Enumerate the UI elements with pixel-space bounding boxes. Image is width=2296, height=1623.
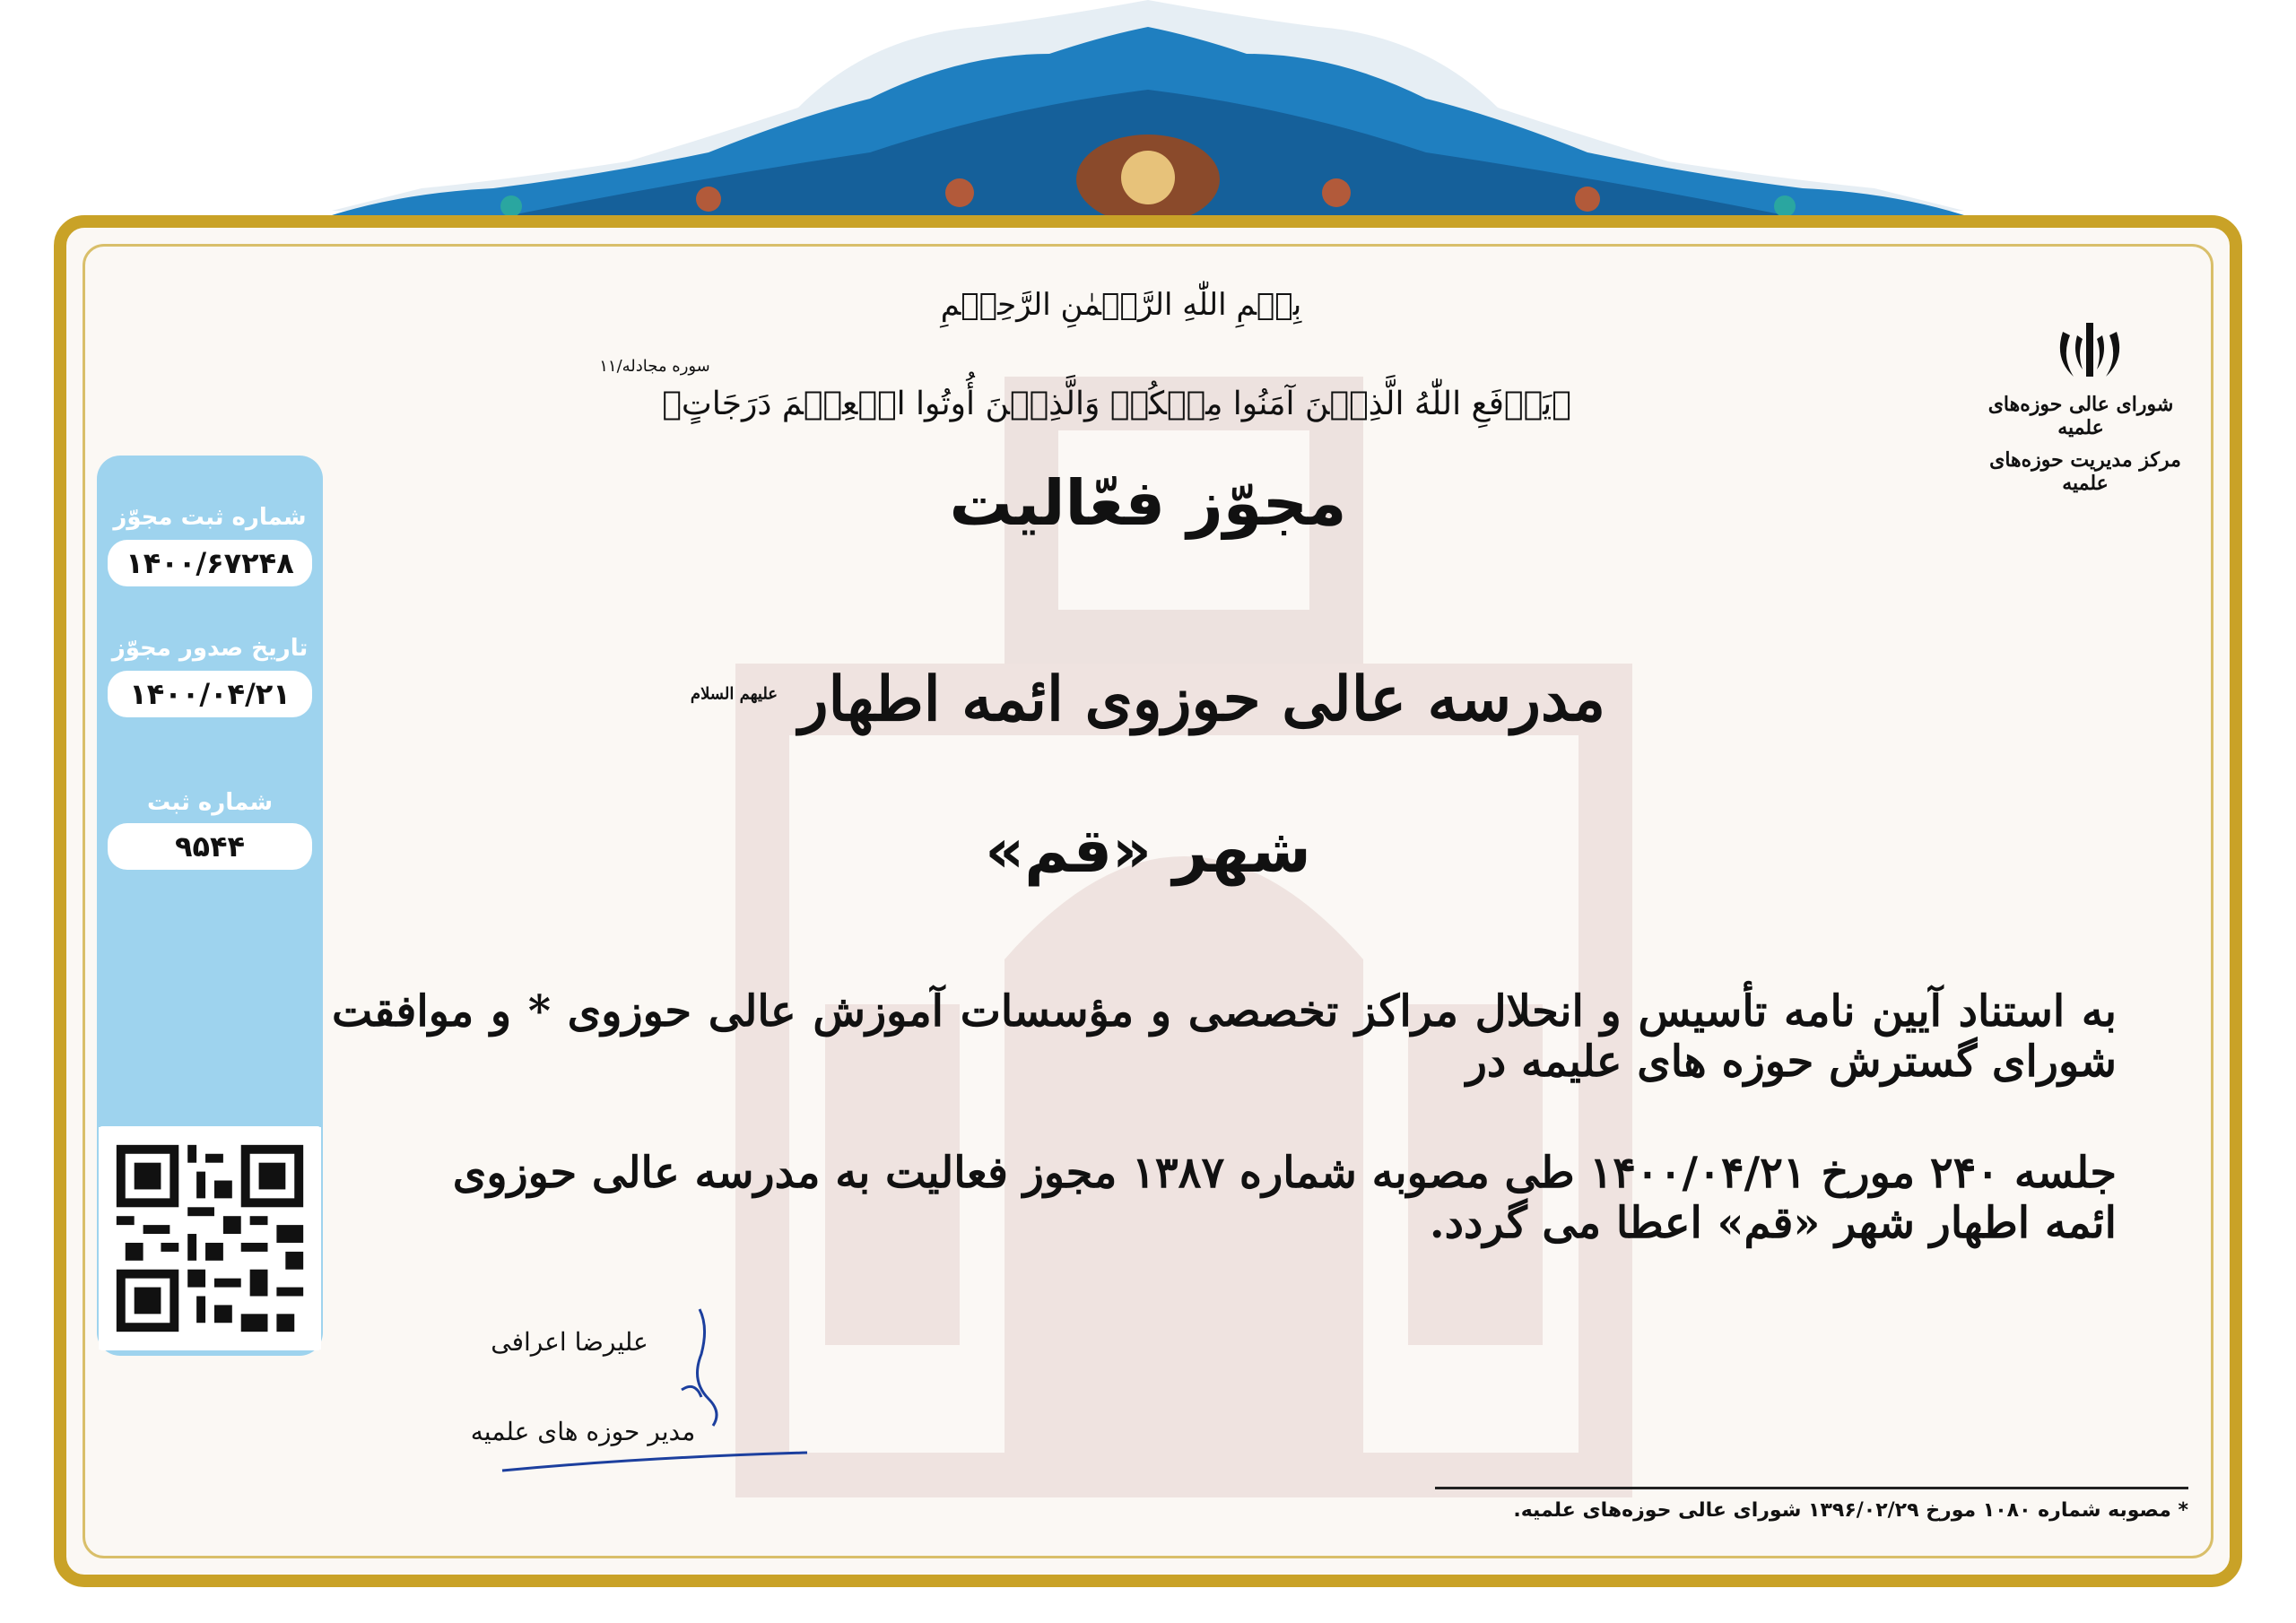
license-number-label: شماره ثبت مجوّز (113, 504, 307, 531)
footnote-divider (1435, 1487, 2188, 1489)
bismillah-text: بِسۡمِ اللّٰهِ الرَّحۡمٰنِ الرَّحِیۡمِ (940, 287, 1302, 323)
signatory-title: مدیر حوزه های علمیه (470, 1417, 696, 1446)
organization-line-2: مرکز مدیریت حوزه‌های علمیه (1989, 448, 2181, 495)
body-line-1: به استناد آیین نامه تأسیس و انحلال مراکز تخصصی و مؤسسات آموزش عالی حوزوی * و موافقت شورای گسترش حوزه های علیمه در (332, 986, 2117, 1087)
footnote: * مصوبه شماره ۱۰۸۰ مورخ ۱۳۹۶/۰۲/۲۹ شورای عالی حوزه‌های علمیه. (1513, 1499, 2188, 1522)
registration-label: شماره ثبت (146, 789, 274, 816)
registration-value: ۹۵۴۴ (108, 823, 312, 870)
school-name-text: مدرسه عالی حوزوی ائمه اطهار (798, 664, 1606, 735)
issue-date-label: تاریخ صدور مجوّز (111, 635, 309, 662)
organization-line-1: شورای عالی حوزه‌های علمیه (1987, 393, 2174, 439)
top-ornament (332, 0, 1964, 224)
qr-code-icon (99, 1126, 321, 1350)
building-watermark (735, 377, 1632, 1497)
license-number-value: ۱۴۰۰/۶۷۲۴۸ (108, 540, 312, 586)
qr-code-box (99, 1126, 321, 1350)
certificate-title: مجوّز فعّالیت (949, 466, 1347, 540)
verse-reference: سوره مجادله/۱۱ (599, 357, 710, 376)
quran-verse: ﴿یَرۡفَعِ اللّٰهُ الَّذِیۡنَ آمَنُوا مِنۡکُمۡ وَالَّذِیۡنَ أُوتُوا الۡعِلۡمَ دَرَجَاتٍ﴾ (662, 386, 1571, 422)
issue-date-value: ۱۴۰۰/۰۴/۲۱ (108, 671, 312, 717)
body-line-2: جلسه ۲۴۰ مورخ ۱۴۰۰/۰۴/۲۱ طی مصوبه شماره ۱۳۸۷ مجوز فعالیت به مدرسه عالی حوزوی ائمه اطهار شهر «قم» اعطا می گردد. (452, 1148, 2117, 1248)
school-honorific: علیهم السلام (690, 684, 778, 704)
signatory-name: علیرضا اعرافی (491, 1327, 648, 1357)
handwritten-signature (466, 1291, 807, 1488)
school-name (628, 664, 1668, 735)
city-name: شهر «قم» (985, 816, 1311, 887)
